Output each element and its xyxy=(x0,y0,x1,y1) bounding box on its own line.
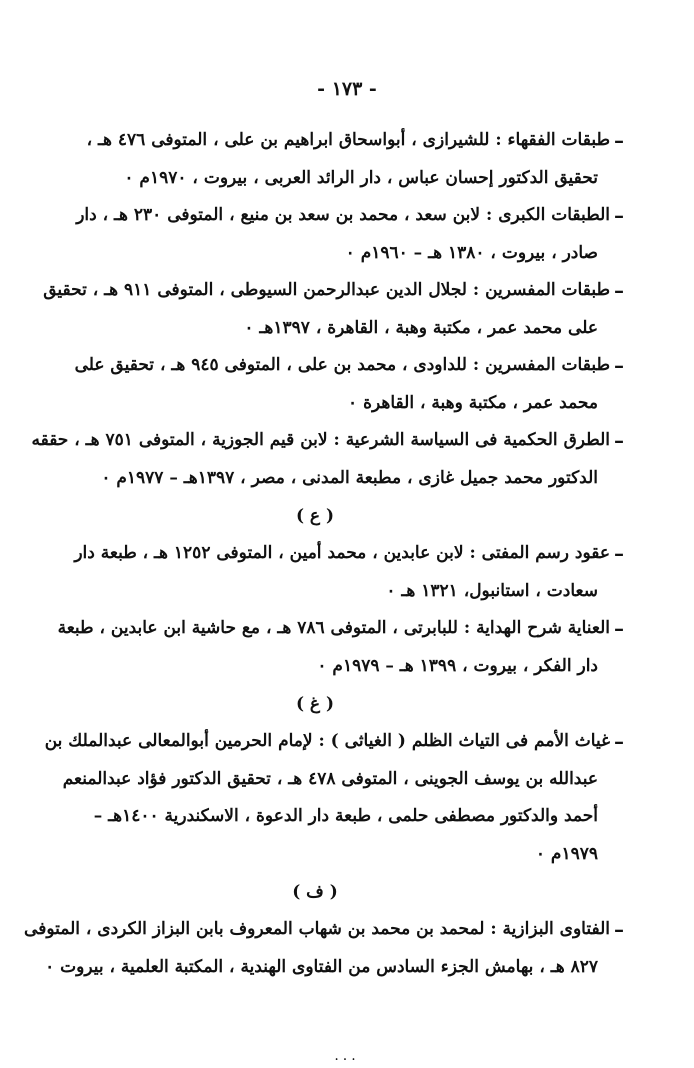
section-letter-heading: ( غ ) xyxy=(295,694,335,714)
entry-line: طبقات الفقهاء : للشيرازى ، أبواسحاق ابراهيم بن على ، المتوفى ٤٧٦ هـ ، xyxy=(86,130,610,150)
bibliography-entry xyxy=(20,272,624,347)
entry-line: الدكتور محمد جميل غازى ، مطبعة المدنى ، مصر ، ١٣٩٧هـ – ١٩٧٧م ٠ xyxy=(101,467,598,488)
entry-line: صادر ، بيروت ، ١٣٨٠ هـ – ١٩٦٠م ٠ xyxy=(345,242,598,263)
entry-bullet-dash: – xyxy=(614,203,624,227)
bibliography-entry xyxy=(20,422,624,497)
entry-line: عقود رسم المفتى : لابن عابدين ، محمد أمين ، المتوفى ١٢٥٢ هـ ، طبعة دار xyxy=(74,543,610,563)
bibliography-entry xyxy=(20,723,624,873)
entry-line: الطبقات الكبرى : لابن سعد ، محمد بن سعد بن منيع ، المتوفى ٢٣٠ هـ ، دار xyxy=(76,205,610,225)
entry-line: عبدالله بن يوسف الجوينى ، المتوفى ٤٧٨ هـ ، تحقيق الدكتور فؤاد عبدالمنعم xyxy=(62,768,598,789)
entry-bullet-dash: – xyxy=(614,353,624,377)
entry-bullet-dash: – xyxy=(614,729,624,753)
footer-mark: ... xyxy=(334,1048,360,1064)
bibliography-entry xyxy=(20,610,624,685)
entry-bullet-dash: – xyxy=(614,128,624,152)
entry-line: محمد عمر ، مكتبة وهبة ، القاهرة ٠ xyxy=(348,392,598,413)
bibliography-entry xyxy=(20,535,624,610)
section-letter-heading: ( ع ) xyxy=(295,506,335,526)
entry-line: على محمد عمر ، مكتبة وهبة ، القاهرة ، ١٣٩٧هـ ٠ xyxy=(244,317,598,338)
entry-line: الفتاوى البزازية : لمحمد بن محمد بن شهاب المعروف بابن البزاز الكردى ، المتوفى xyxy=(24,919,610,939)
bibliography-entry xyxy=(20,197,624,272)
entry-line: تحقيق الدكتور إحسان عباس ، دار الرائد العربى ، بيروت ، ١٩٧٠م ٠ xyxy=(124,167,598,188)
entry-line: طبقات المفسرين : لجلال الدين عبدالرحمن السيوطى ، المتوفى ٩١١ هـ ، تحقيق xyxy=(43,280,610,300)
bibliography-entry xyxy=(20,347,624,422)
entry-bullet-dash: – xyxy=(614,541,624,565)
entry-line: ١٩٧٩م ٠ xyxy=(535,843,598,864)
entry-line: ٨٢٧ هـ ، بهامش الجزء السادس من الفتاوى الهندية ، المكتبة العلمية ، بيروت ٠ xyxy=(45,956,598,977)
bibliography-entry xyxy=(20,911,624,986)
section-letter-heading: ( ف ) xyxy=(292,882,338,902)
entry-bullet-dash: – xyxy=(614,917,624,941)
entry-line: سعادت ، استانبول، ١٣٢١ هـ ٠ xyxy=(386,580,598,601)
entry-line: العناية شرح الهداية : للبابرتى ، المتوفى ٧٨٦ هـ ، مع حاشية ابن عابدين ، طبعة xyxy=(57,618,610,638)
entry-bullet-dash: – xyxy=(614,616,624,640)
entry-line: طبقات المفسرين : للداودى ، محمد بن على ، المتوفى ٩٤٥ هـ ، تحقيق على xyxy=(74,355,610,375)
entry-line: أحمد والدكتور مصطفى حلمى ، طبعة دار الدعوة ، الاسكندرية ١٤٠٠هـ – xyxy=(93,806,598,826)
page-number: - ١٧٣ - xyxy=(317,78,377,100)
entry-line: دار الفكر ، بيروت ، ١٣٩٩ هـ – ١٩٧٩م ٠ xyxy=(317,655,598,676)
entry-bullet-dash: – xyxy=(614,278,624,302)
bibliography-list xyxy=(20,122,624,986)
entry-line: الطرق الحكمية فى السياسة الشرعية : لابن قيم الجوزية ، المتوفى ٧٥١ هـ ، حققه xyxy=(31,430,610,450)
bibliography-entry xyxy=(20,122,624,197)
entry-bullet-dash: – xyxy=(614,428,624,452)
entry-line: غياث الأمم فى التياث الظلم ( الغياثى ) : لإمام الحرمين أبوالمعالى عبدالملك بن xyxy=(44,731,610,751)
